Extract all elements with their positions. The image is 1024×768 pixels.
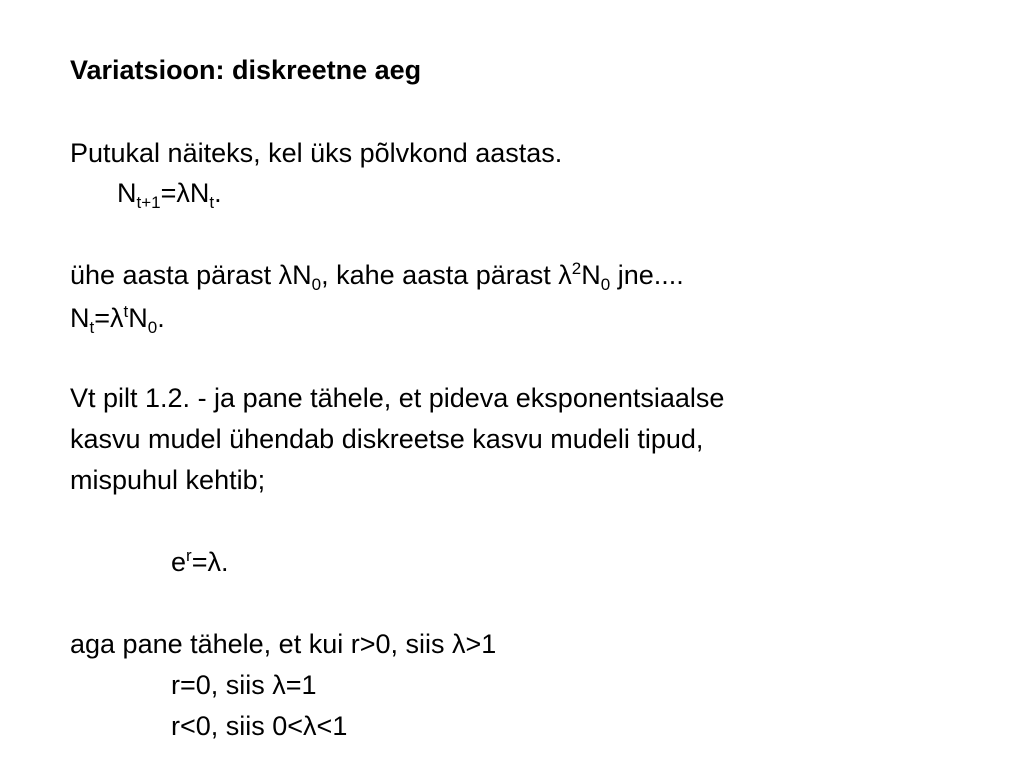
condition-line: r<0, siis 0<λ<1 (171, 711, 348, 741)
formula-text: =λ (94, 303, 124, 333)
formula-text: =λ. (191, 547, 229, 577)
text-span: N (581, 260, 601, 290)
condition-line: aga pane tähele, et kui r>0, siis λ>1 (70, 629, 497, 659)
condition-line: r=0, siis λ=1 (171, 670, 317, 700)
formula-subscript: t (89, 318, 95, 337)
slide-title: Variatsioon: diskreetne aeg (70, 55, 422, 85)
formula-text: =λN (160, 178, 210, 208)
paragraph-line: mispuhul kehtib; (70, 465, 266, 495)
text-span: ühe aasta pärast λN (70, 260, 312, 290)
formula-superscript: t (123, 302, 129, 321)
text-span: , kahe aasta pärast λ (321, 260, 572, 290)
general-formula (70, 302, 165, 337)
formula-text: N (70, 303, 90, 333)
intro-line: Putukal näiteks, kel üks põlvkond aastas. (70, 138, 563, 168)
subscript: 0 (600, 275, 611, 294)
formula-text: N (128, 303, 148, 333)
formula-text: e (171, 547, 187, 577)
formula-subscript: t (209, 193, 215, 212)
formula-superscript: r (186, 546, 192, 565)
formula-subscript: t+1 (136, 193, 161, 212)
formula-text: . (157, 303, 165, 333)
identity-formula (171, 546, 228, 578)
subscript: 0 (311, 275, 322, 294)
sequence-line (70, 259, 684, 294)
formula-text: . (214, 178, 222, 208)
text-span: jne.... (610, 260, 684, 290)
formula-text: N (117, 178, 137, 208)
formula-subscript: 0 (147, 318, 158, 337)
recurrence-formula (117, 177, 222, 212)
paragraph-line: Vt pilt 1.2. - ja pane tähele, et pideva eksponentsiaalse (70, 383, 725, 413)
superscript: 2 (571, 259, 582, 278)
paragraph-line: kasvu mudel ühendab diskreetse kasvu mudeli tipud, (70, 424, 704, 454)
